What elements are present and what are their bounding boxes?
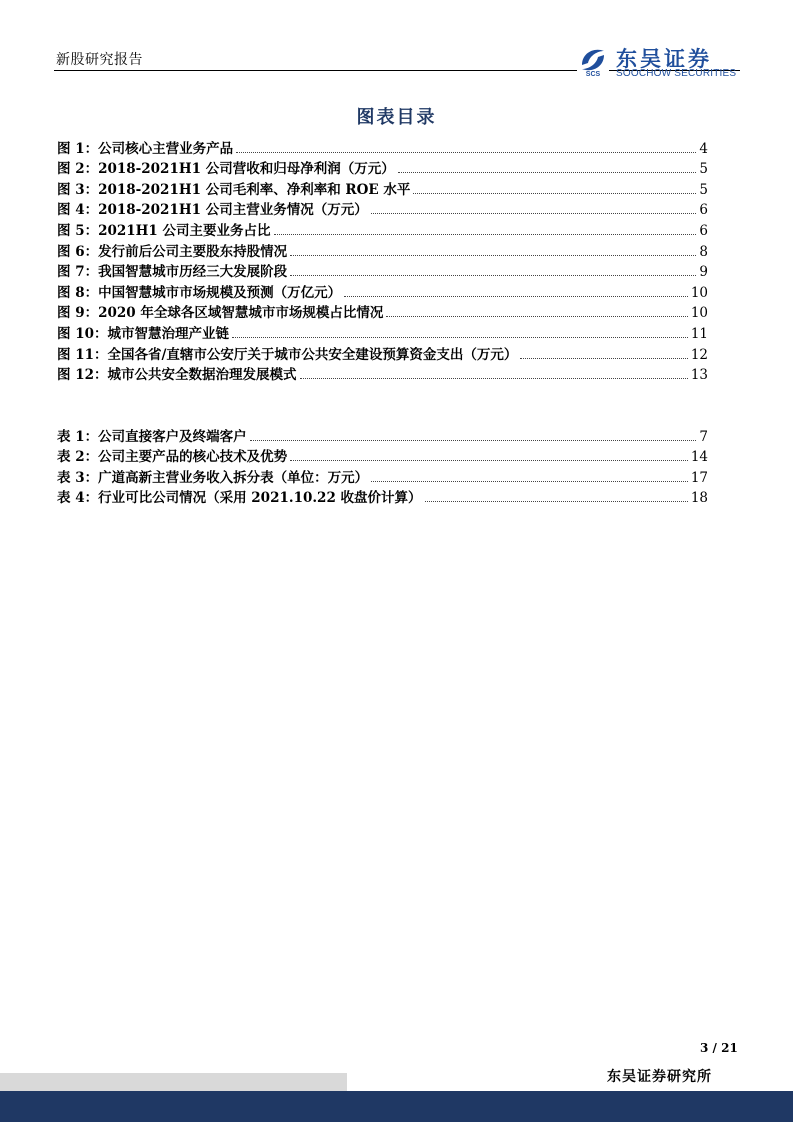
dot-leader xyxy=(520,357,687,359)
figure-entry[interactable] xyxy=(57,260,708,281)
figure-entry[interactable] xyxy=(57,198,708,219)
figure-entry-label: 图 11：全国各省/直辖市公安厅关于城市公共安全建设预算资金支出（万元） xyxy=(57,346,518,363)
table-list xyxy=(57,424,708,506)
figure-entry[interactable] xyxy=(57,157,708,178)
table-entry-page: 17 xyxy=(690,469,708,486)
toc-title: 图表目录 xyxy=(356,107,437,128)
table-entry[interactable] xyxy=(57,465,708,486)
figure-entry-label: 图 12：城市公共安全数据治理发展模式 xyxy=(57,367,297,384)
logo-mark-icon xyxy=(576,43,610,77)
figure-entry[interactable] xyxy=(57,239,708,260)
dot-leader xyxy=(290,274,696,276)
figure-entry-label: 图 1：公司核心主营业务产品 xyxy=(57,140,234,157)
figure-entry-page: 5 xyxy=(699,181,708,198)
figure-entry[interactable] xyxy=(57,218,708,239)
figure-entry-page: 8 xyxy=(699,243,708,260)
figure-entry[interactable] xyxy=(57,136,708,157)
figure-entry[interactable] xyxy=(57,280,708,301)
table-entry[interactable] xyxy=(57,445,708,466)
figure-entry-page: 9 xyxy=(699,264,708,281)
report-type-label: 新股研究报告 xyxy=(56,52,143,68)
figure-entry[interactable] xyxy=(57,342,708,363)
figure-entry-label: 图 7：我国智慧城市历经三大发展阶段 xyxy=(57,264,288,281)
figure-entry-page: 11 xyxy=(690,325,708,342)
dot-leader xyxy=(250,439,697,441)
dot-leader xyxy=(344,295,688,297)
footer-organization: 东吴证券研究所 xyxy=(607,1069,712,1085)
figure-entry-page: 5 xyxy=(699,161,708,178)
table-entry[interactable] xyxy=(57,486,708,507)
dot-leader xyxy=(290,459,688,461)
figure-entry-page: 6 xyxy=(699,202,708,219)
logo-english-name: SOOCHOW SECURITIES xyxy=(616,68,737,79)
table-entry-page: 14 xyxy=(690,449,708,466)
figure-entry-page: 6 xyxy=(699,222,708,239)
dot-leader xyxy=(425,500,688,502)
figure-list xyxy=(57,136,708,383)
logo-chinese-name: 东吴证券 xyxy=(616,47,712,71)
page-number: 3 / 21 xyxy=(700,1041,738,1055)
figure-entry-page: 4 xyxy=(699,140,708,157)
table-entry-label: 表 1：公司直接客户及终端客户 xyxy=(57,428,247,445)
dot-leader xyxy=(371,212,697,214)
dot-leader xyxy=(371,480,688,482)
dot-leader xyxy=(290,254,696,256)
figure-entry-page: 10 xyxy=(690,305,708,322)
figure-entry-page: 13 xyxy=(690,367,708,384)
table-entry-label: 表 4：行业可比公司情况（采用 2021.10.22 收盘价计算） xyxy=(57,490,422,507)
dot-leader xyxy=(274,233,697,235)
table-entry-page: 18 xyxy=(690,490,708,507)
figure-entry[interactable] xyxy=(57,177,708,198)
figure-entry[interactable] xyxy=(57,321,708,342)
figure-entry-label: 图 3：2018-2021H1 公司毛利率、净利率和 ROE 水平 xyxy=(57,181,411,198)
dot-leader xyxy=(413,192,696,194)
table-entry[interactable] xyxy=(57,424,708,445)
figure-entry-label: 图 2：2018-2021H1 公司营收和归母净利润（万元） xyxy=(57,161,395,178)
logo-mark-text: SCS xyxy=(585,71,601,77)
figure-entry-label: 图 5：2021H1 公司主要业务占比 xyxy=(57,222,271,239)
dot-leader xyxy=(386,315,687,317)
table-entry-label: 表 2：公司主要产品的核心技术及优势 xyxy=(57,449,288,466)
figure-entry-label: 图 8：中国智慧城市市场规模及预测（万亿元） xyxy=(57,284,342,301)
figure-entry[interactable] xyxy=(57,301,708,322)
figure-entry-page: 10 xyxy=(690,284,708,301)
dot-leader xyxy=(398,171,697,173)
dot-leader xyxy=(300,377,688,379)
figure-entry-label: 图 10：城市智慧治理产业链 xyxy=(57,325,229,342)
dot-leader xyxy=(236,151,696,153)
figure-entry-page: 12 xyxy=(690,346,708,363)
table-entry-label: 表 3：广道高新主营业务收入拆分表（单位：万元） xyxy=(57,469,369,486)
figure-entry-label: 图 4：2018-2021H1 公司主营业务情况（万元） xyxy=(57,202,368,219)
figure-entry-label: 图 9：2020 年全球各区域智慧城市市场规模占比情况 xyxy=(57,305,384,322)
table-entry-page: 7 xyxy=(699,428,708,445)
dot-leader xyxy=(232,336,688,338)
company-logo xyxy=(576,43,740,81)
figure-entry[interactable] xyxy=(57,363,708,384)
figure-entry-label: 图 6：发行前后公司主要股东持股情况 xyxy=(57,243,288,260)
footer-bar-dark xyxy=(0,1091,793,1122)
